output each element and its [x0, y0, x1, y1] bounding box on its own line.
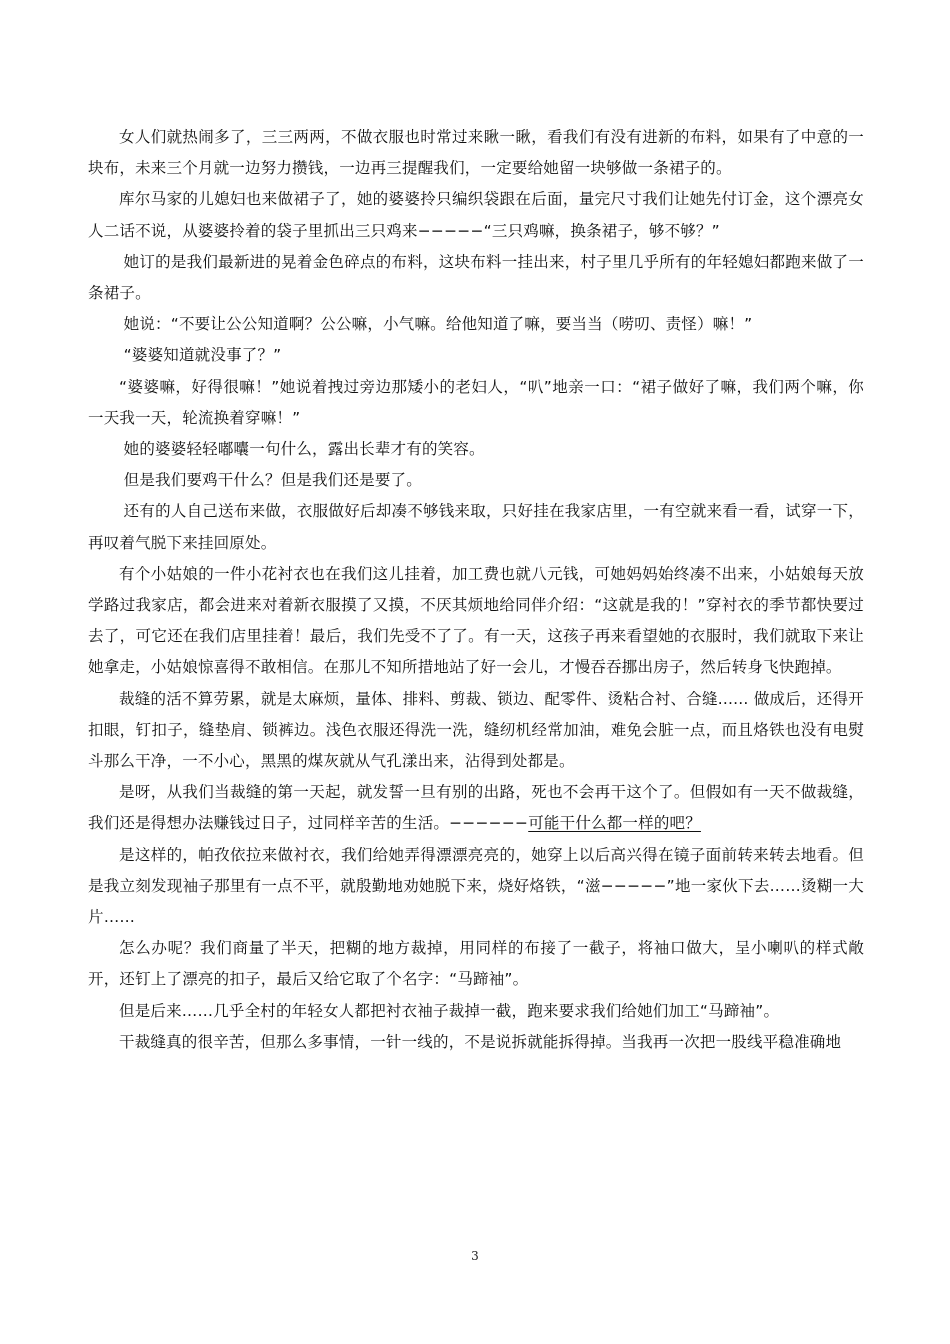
- paragraph: 还有的人自己送布来做，衣服做好后却凑不够钱来取，只好挂在我家店里，一有空就来看一看，试穿一下，再叹着气脱下来挂回原处。: [88, 502, 864, 552]
- paragraph: 她订的是我们最新进的晃着金色碎点的布料，这块布料一挂出来，村子里几乎所有的年轻媳妇都跑来做了一条裙子。: [88, 252, 864, 303]
- paragraph: “婆婆嘛，好得很嘛！”她说着拽过旁边那矮小的老妇人，“叭”地亲一口：“裙子做好了嘛，我们两个嘛，你一天我一天，轮流换着穿嘛！”: [88, 377, 864, 427]
- paragraph: 女人们就热闹多了，三三两两，不做衣服也时常过来瞅一瞅，看我们有没有进新的布料，如果有了中意的一块布，未来三个月就一边努力攒钱，一边再三提醒我们，一定要给她留一块够做一条裙子的。: [88, 128, 864, 178]
- paragraph: 她的婆婆轻轻嘟囔一句什么，露出长辈才有的笑容。: [123, 440, 485, 459]
- paragraph: 库尔马家的儿媳妇也来做裙子了，她的婆婆拎只编织袋跟在后面，量完尺寸我们让她先付订金，这个漂亮女人二话不说，从婆婆拎着的袋子里抓出三只鸡来−−−−−“三只鸡嘛，换条裙子，够不够？”: [88, 190, 864, 240]
- paragraph: 但是后来……几乎全村的年轻女人都把衬衣袖子裁掉一截，跑来要求我们给她们加工“马蹄袖”。: [119, 1001, 780, 1020]
- document-body: [88, 122, 864, 1058]
- paragraph: “婆婆知道就没事了？”: [123, 346, 282, 365]
- page-number: 3: [471, 1249, 479, 1263]
- paragraph: [88, 777, 864, 839]
- paragraph: 她说：“不要让公公知道啊？公公嘛，小气嘛。给他知道了嘛，要当当（唠叨、责怪）嘛！”: [123, 315, 753, 334]
- paragraph: 有个小姑娘的一件小花衬衣也在我们这儿挂着，加工费也就八元钱，可她妈妈始终凑不出来，小姑娘每天放学路过我家店，都会进来对着新衣服摸了又摸，不厌其烦地给同伴介绍：“这就是我的！”穿衬衣的季节都快要过去了，可它还在我们店里挂着！最后，我们先受不了了。有一天，这孩子再来看望她的衣服时，我们就取下来让她拿走，小姑娘惊喜得不敢相信。在那儿不知所措地站了好一会儿，才慢吞吞挪出房子，然后转身飞快跑掉。: [88, 564, 864, 677]
- paragraph-text: 是呀，从我们当裁缝的第一天起，就发誓一旦有别的出路，死也不会再干这个了。但假如有一天不做裁缝，我们还是得想办法赚钱过日子，过同样辛苦的生活。−−−−−−: [88, 783, 864, 833]
- paragraph: 是这样的，帕孜依拉来做衬衣，我们给她弄得漂漂亮亮的，她穿上以后高兴得在镜子面前转来转去地看。但是我立刻发现袖子那里有一点不平，就殷勤地劝她脱下来，烧好烙铁，“滋−−−−−”地一家伙下去……烫糊一大片……: [88, 845, 864, 927]
- paragraph: 怎么办呢？我们商量了半天，把糊的地方裁掉，用同样的布接了一截子，将袖口做大，呈小喇叭的样式敞开，还钉上了漂亮的扣子，最后又给它取了个名字：“马蹄袖”。: [88, 939, 864, 989]
- underlined-sentence: 可能干什么都一样的吧？: [528, 814, 701, 833]
- paragraph: 但是我们要鸡干什么？但是我们还是要了。: [123, 471, 422, 490]
- paragraph: 裁缝的活不算劳累，就是太麻烦，量体、排料、剪裁、锁边、配零件、烫粘合衬、合缝...... 做成后，还得开扣眼，钉扣子，缝垫肩、锁裤边。浅色衣服还得洗一洗，缝纫机经常加油，难免会脏一点，而且烙铁也没有电熨斗那么干净，一不小心，黑黑的煤灰就从气孔漾出来，沾得到处都是。: [88, 689, 864, 771]
- paragraph: 干裁缝真的很辛苦，但那么多事情，一针一线的，不是说拆就能拆得掉。当我再一次把一股线平稳准确地: [119, 1032, 842, 1051]
